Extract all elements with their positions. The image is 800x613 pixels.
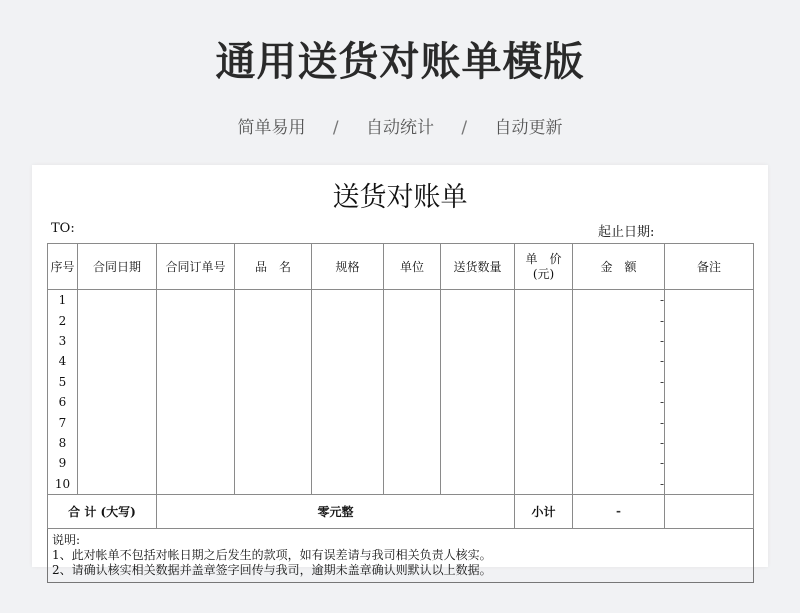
row-cell bbox=[665, 412, 754, 432]
row-cell bbox=[235, 433, 312, 453]
col-qty: 送货数量 bbox=[441, 244, 515, 290]
row-cell bbox=[78, 372, 157, 392]
row-amount: - bbox=[573, 433, 665, 453]
row-cell bbox=[441, 290, 515, 311]
row-seq: 9 bbox=[48, 453, 78, 473]
row-cell bbox=[665, 331, 754, 351]
row-cell bbox=[441, 331, 515, 351]
statement-table bbox=[47, 243, 754, 583]
row-cell bbox=[235, 351, 312, 371]
row-cell bbox=[665, 453, 754, 473]
table-row bbox=[48, 433, 754, 453]
row-cell bbox=[235, 453, 312, 473]
row-cell bbox=[312, 310, 384, 330]
row-amount: - bbox=[573, 331, 665, 351]
col-seq: 序号 bbox=[48, 244, 78, 290]
table-row bbox=[48, 453, 754, 473]
row-cell bbox=[441, 453, 515, 473]
row-cell bbox=[441, 474, 515, 495]
col-unit: 单位 bbox=[384, 244, 441, 290]
row-cell bbox=[78, 433, 157, 453]
row-cell bbox=[441, 372, 515, 392]
row-cell bbox=[665, 433, 754, 453]
row-amount: - bbox=[573, 290, 665, 311]
row-amount: - bbox=[573, 392, 665, 412]
col-amount: 金 额 bbox=[573, 244, 665, 290]
col-spec: 规格 bbox=[312, 244, 384, 290]
table-row bbox=[48, 331, 754, 351]
col-remark: 备注 bbox=[665, 244, 754, 290]
row-cell bbox=[441, 351, 515, 371]
row-cell bbox=[157, 310, 235, 330]
row-cell bbox=[515, 392, 573, 412]
notes-cell bbox=[48, 528, 754, 582]
feature-tags bbox=[0, 113, 800, 138]
table-header-row bbox=[48, 244, 754, 290]
row-amount: - bbox=[573, 474, 665, 495]
row-cell bbox=[515, 290, 573, 311]
row-cell bbox=[312, 474, 384, 495]
notes-title: 说明: bbox=[52, 532, 81, 547]
row-cell bbox=[515, 372, 573, 392]
row-cell bbox=[157, 412, 235, 432]
row-seq: 7 bbox=[48, 412, 78, 432]
row-cell bbox=[384, 310, 441, 330]
note-line-1: 1、此对帐单不包括对帐日期之后发生的款项，如有误差请与我司相关负责人核实。 bbox=[52, 547, 492, 562]
row-cell bbox=[441, 392, 515, 412]
row-cell bbox=[384, 372, 441, 392]
row-cell bbox=[78, 412, 157, 432]
row-cell bbox=[235, 310, 312, 330]
row-cell bbox=[157, 351, 235, 371]
row-cell bbox=[665, 310, 754, 330]
row-cell bbox=[78, 310, 157, 330]
note-line-2: 2、请确认核实相关数据并盖章签字回传与我司，逾期未盖章确认则默认以上数据。 bbox=[52, 562, 492, 577]
tag-auto-stats: 自动统计 bbox=[366, 118, 434, 138]
row-seq: 6 bbox=[48, 392, 78, 412]
col-unit-price-line1: 单 价 bbox=[525, 251, 562, 266]
row-cell bbox=[78, 474, 157, 495]
row-amount: - bbox=[573, 372, 665, 392]
row-cell bbox=[235, 474, 312, 495]
page-title: 通用送货对账单模版 bbox=[215, 39, 585, 85]
table-row bbox=[48, 372, 754, 392]
subtotal-value: - bbox=[573, 494, 665, 528]
row-cell bbox=[78, 453, 157, 473]
row-cell bbox=[665, 351, 754, 371]
row-amount: - bbox=[573, 351, 665, 371]
row-cell bbox=[78, 331, 157, 351]
tag-auto-update: 自动更新 bbox=[494, 118, 563, 138]
row-cell bbox=[312, 433, 384, 453]
row-cell bbox=[515, 433, 573, 453]
row-cell bbox=[384, 412, 441, 432]
row-cell bbox=[312, 453, 384, 473]
row-cell bbox=[384, 331, 441, 351]
total-remark-cell bbox=[665, 494, 754, 528]
row-cell bbox=[78, 351, 157, 371]
row-cell bbox=[665, 372, 754, 392]
row-cell bbox=[235, 392, 312, 412]
row-cell bbox=[78, 392, 157, 412]
row-cell bbox=[312, 331, 384, 351]
row-cell bbox=[665, 290, 754, 311]
col-contract-date: 合同日期 bbox=[78, 244, 157, 290]
row-cell bbox=[384, 290, 441, 311]
row-seq: 5 bbox=[48, 372, 78, 392]
row-cell bbox=[441, 412, 515, 432]
row-cell bbox=[384, 453, 441, 473]
total-label: 合 计 (大写) bbox=[48, 494, 157, 528]
row-cell bbox=[235, 372, 312, 392]
col-product-name: 品 名 bbox=[235, 244, 312, 290]
row-cell bbox=[384, 351, 441, 371]
row-cell bbox=[441, 310, 515, 330]
row-cell bbox=[157, 290, 235, 311]
tag-separator: / bbox=[332, 118, 339, 138]
row-amount: - bbox=[573, 310, 665, 330]
total-row bbox=[48, 494, 754, 528]
row-cell bbox=[312, 412, 384, 432]
row-cell bbox=[157, 372, 235, 392]
row-cell bbox=[384, 433, 441, 453]
row-cell bbox=[157, 392, 235, 412]
row-seq: 8 bbox=[48, 433, 78, 453]
row-seq: 3 bbox=[48, 331, 78, 351]
statement-sheet bbox=[32, 165, 768, 577]
row-cell bbox=[515, 474, 573, 495]
row-cell bbox=[515, 310, 573, 330]
row-cell bbox=[384, 474, 441, 495]
date-range-label: 起止日期: bbox=[598, 225, 655, 240]
row-cell bbox=[235, 412, 312, 432]
row-seq: 4 bbox=[48, 351, 78, 371]
row-cell bbox=[312, 351, 384, 371]
row-seq: 10 bbox=[48, 474, 78, 495]
table-row bbox=[48, 412, 754, 432]
tag-separator: / bbox=[461, 118, 468, 138]
row-cell bbox=[515, 351, 573, 371]
table-body bbox=[48, 290, 754, 495]
table-row bbox=[48, 290, 754, 311]
row-cell bbox=[515, 412, 573, 432]
row-seq: 2 bbox=[48, 310, 78, 330]
row-amount: - bbox=[573, 453, 665, 473]
document-title: 送货对账单 bbox=[332, 182, 468, 213]
row-amount: - bbox=[573, 412, 665, 432]
col-unit-price-line2: (元) bbox=[532, 266, 555, 281]
row-cell bbox=[157, 474, 235, 495]
row-seq: 1 bbox=[48, 290, 78, 311]
row-cell bbox=[515, 453, 573, 473]
row-cell bbox=[384, 392, 441, 412]
tag-easy: 简单易用 bbox=[237, 118, 306, 138]
col-order-no: 合同订单号 bbox=[157, 244, 235, 290]
table-row bbox=[48, 310, 754, 330]
row-cell bbox=[157, 433, 235, 453]
row-cell bbox=[157, 331, 235, 351]
row-cell bbox=[665, 474, 754, 495]
subtotal-label: 小计 bbox=[515, 494, 573, 528]
row-cell bbox=[312, 372, 384, 392]
row-cell bbox=[312, 290, 384, 311]
row-cell bbox=[441, 433, 515, 453]
col-unit-price bbox=[515, 244, 573, 290]
total-amount-words: 零元整 bbox=[157, 494, 515, 528]
row-cell bbox=[235, 331, 312, 351]
row-cell bbox=[312, 392, 384, 412]
recipient-label: TO: bbox=[51, 221, 75, 236]
row-cell bbox=[515, 331, 573, 351]
table-row bbox=[48, 392, 754, 412]
table-row bbox=[48, 351, 754, 371]
row-cell bbox=[665, 392, 754, 412]
row-cell bbox=[235, 290, 312, 311]
row-cell bbox=[157, 453, 235, 473]
table-row bbox=[48, 474, 754, 495]
notes-row bbox=[48, 528, 754, 582]
row-cell bbox=[78, 290, 157, 311]
